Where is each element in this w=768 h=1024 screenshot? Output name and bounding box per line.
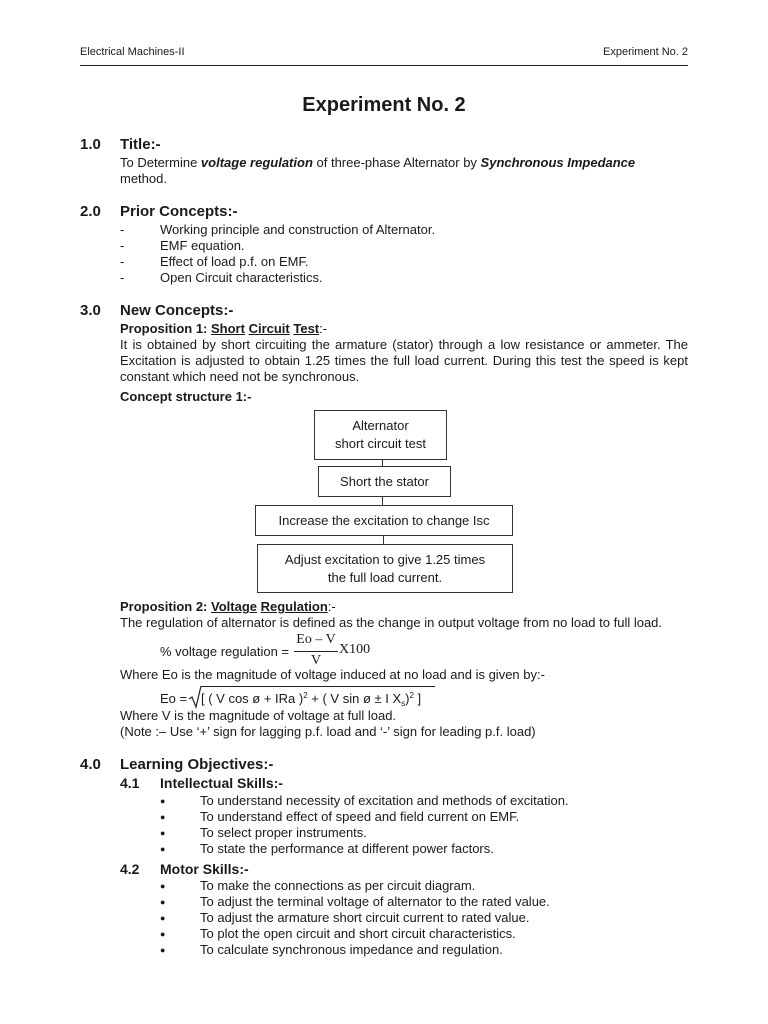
flow-box-4-line-2: the full load current.: [327, 569, 443, 585]
proposition-2-heading: [120, 599, 336, 614]
bullet-icon: ●: [160, 945, 166, 955]
flow-box-alternator-test: [314, 410, 447, 460]
prior-item-2: EMF equation.: [160, 238, 245, 253]
subsection-4-2-number: 4.2: [120, 861, 140, 877]
formula-multiplier: X100: [339, 642, 371, 657]
header-left: Electrical Machines-II: [80, 46, 185, 58]
prop1-tail: :-: [319, 321, 328, 336]
flow-box-1-line-2: short circuit test: [334, 436, 427, 451]
subsection-4-2-heading: Motor Skills:-: [160, 861, 249, 877]
square-root-icon: [188, 685, 202, 709]
bullet-icon: ●: [160, 881, 166, 891]
title-line-2: method.: [120, 171, 167, 186]
page-title: Experiment No. 2: [302, 94, 466, 116]
prior-dash-1: -: [120, 222, 125, 237]
title-text-d: Synchronous Impedance: [480, 155, 636, 170]
prop1-word-short: Short: [211, 321, 245, 336]
prop1-word-circuit: Circuit: [248, 321, 290, 336]
header-right: Experiment No. 2: [603, 46, 688, 58]
where-eo-text: Where Eo is the magnitude of voltage induced at no load and is given by:-: [120, 667, 545, 682]
eo-term-a: [ ( V cos ø + IRa ): [201, 691, 304, 706]
flow-box-3-text: Increase the excitation to change Isc: [278, 512, 490, 528]
flow-connector-3: [383, 536, 384, 544]
proposition-2-text: The regulation of alternator is defined as the change in output voltage from no load to full load.: [120, 615, 663, 630]
subsection-4-1-heading: Intellectual Skills:-: [160, 775, 283, 791]
motor-item-4: To plot the open circuit and short circuit characteristics.: [200, 926, 516, 941]
eo-lhs: Eo =: [160, 691, 188, 706]
section-4-number: 4.0: [80, 756, 101, 773]
flow-connector-2: [382, 497, 383, 505]
section-1-number: 1.0: [80, 136, 101, 153]
prop1-word-test: Test: [293, 321, 320, 336]
proposition-1-heading: [120, 321, 327, 336]
bullet-icon: ●: [160, 828, 166, 838]
flow-box-adjust-excitation: [257, 544, 513, 593]
bullet-icon: ●: [160, 812, 166, 822]
prop2-word-voltage: Voltage: [211, 599, 257, 614]
intellectual-item-1: To understand necessity of excitation and methods of excitation.: [200, 793, 569, 808]
fraction-bar: [294, 651, 338, 652]
note-text: (Note :– Use ‘+’ sign for lagging p.f. load and ‘-’ sign for leading p.f. load): [120, 724, 536, 739]
prop2-word-regulation: Regulation: [260, 599, 328, 614]
section-4-heading: Learning Objectives:-: [120, 756, 274, 773]
eo-sub-s: s: [401, 699, 406, 708]
intellectual-item-3: To select proper instruments.: [200, 825, 367, 840]
header-rule: [80, 65, 688, 66]
prop2-tail: :-: [327, 599, 336, 614]
flow-box-short-stator: [318, 466, 451, 497]
formula-denominator: V: [310, 653, 322, 668]
concept-structure-label: Concept structure 1:-: [120, 389, 252, 404]
prior-item-4: Open Circuit characteristics.: [160, 270, 323, 285]
bullet-icon: ●: [160, 897, 166, 907]
prior-dash-3: -: [120, 254, 125, 269]
proposition-1-text: It is obtained by short circuiting the armature (stator) through a low resistance or ammeter. The Excitation is adjusted to obtain 1.25 times the full load current. During this test the speed is kept constant which need not be synchronous.: [120, 337, 688, 384]
motor-item-3: To adjust the armature short circuit current to rated value.: [200, 910, 530, 925]
title-text-c: of three-phase Alternator by: [312, 155, 481, 170]
flow-box-2-text: Short the stator: [340, 473, 429, 489]
flow-box-increase-excitation: [255, 505, 513, 536]
bullet-icon: ●: [160, 913, 166, 923]
section-1-heading: Title:-: [120, 136, 161, 153]
formula-numerator: Eo – V: [296, 632, 336, 647]
eo-radicand: [201, 691, 421, 706]
flow-box-4-line-1: Adjust excitation to give 1.25 times: [284, 551, 486, 567]
title-text-b: voltage regulation: [200, 155, 313, 170]
eo-term-c: ): [405, 691, 410, 706]
section-3-number: 3.0: [80, 302, 101, 319]
prior-item-3: Effect of load p.f. on EMF.: [160, 254, 309, 269]
prior-item-1: Working principle and construction of Alternator.: [160, 222, 436, 237]
bullet-icon: ●: [160, 929, 166, 939]
motor-item-5: To calculate synchronous impedance and regulation.: [200, 942, 503, 957]
subsection-4-1-number: 4.1: [120, 775, 140, 791]
eo-term-b: + ( V sin ø ± I X: [307, 691, 402, 706]
formula-label: % voltage regulation =: [160, 644, 290, 659]
title-text-a: To Determine: [120, 155, 201, 170]
prior-dash-4: -: [120, 270, 125, 285]
bullet-icon: ●: [160, 844, 166, 854]
eo-term-d: ]: [413, 691, 422, 706]
where-v-text: Where V is the magnitude of voltage at full load.: [120, 708, 397, 723]
prior-dash-2: -: [120, 238, 125, 253]
section-2-heading: Prior Concepts:-: [120, 203, 238, 220]
motor-item-2: To adjust the terminal voltage of alternator to the rated value.: [200, 894, 550, 909]
eo-sup-1: 2: [303, 691, 308, 700]
section-2-number: 2.0: [80, 203, 101, 220]
intellectual-item-2: To understand effect of speed and field current on EMF.: [200, 809, 520, 824]
prop2-label: Proposition 2:: [120, 599, 211, 614]
eo-sup-2: 2: [409, 691, 414, 700]
prop1-label: Proposition 1:: [120, 321, 211, 336]
motor-item-1: To make the connections as per circuit diagram.: [200, 878, 476, 893]
bullet-icon: ●: [160, 796, 166, 806]
title-line-1: [120, 155, 635, 170]
section-3-heading: New Concepts:-: [120, 302, 234, 319]
intellectual-item-4: To state the performance at different power factors.: [200, 841, 494, 856]
square-root-bar: [201, 686, 435, 687]
flow-box-1-line-1: Alternator: [352, 418, 409, 433]
